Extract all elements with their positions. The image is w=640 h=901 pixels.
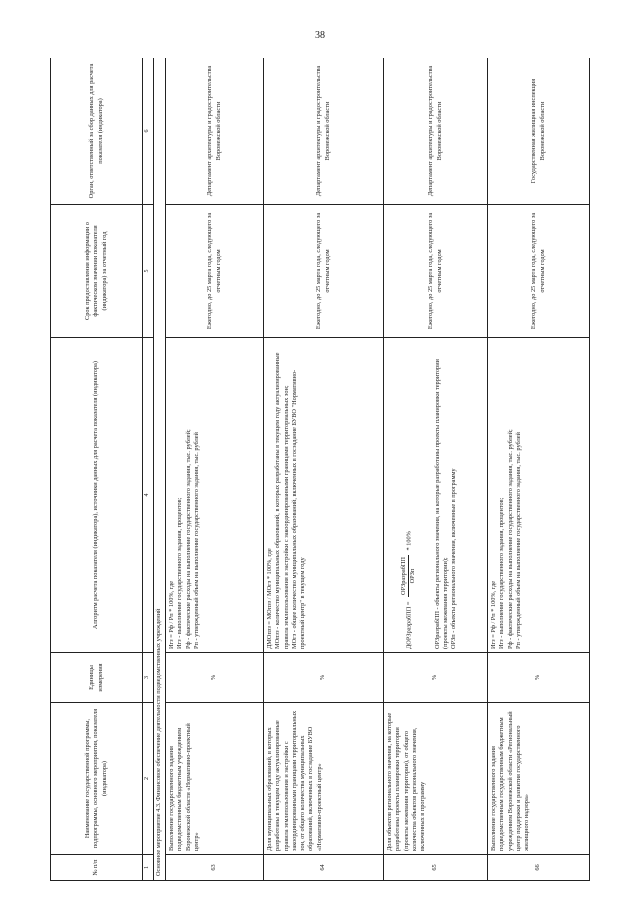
header-unit: Единицы измерения [51,653,143,703]
column-number: 3 [143,653,154,703]
algorithm-line: ДМОпзз = МОпзз / МОгз * 100%, где [266,548,273,649]
header-algorithm: Алгоритм расчета показателя (индикатора), источники данных для расчета показателя (индикатора) [51,338,143,653]
column-number: 5 [143,205,154,338]
row-number: 66 [488,855,590,881]
column-number-row [143,58,154,881]
column-number: 1 [143,855,154,881]
algorithm-cell [264,338,384,653]
table-container [50,58,590,881]
indicator-name: Доля объектов регионального значения, на которые разработаны проекты планировки территории (проекты межевания территории), от общего количества объектов регионального значения, включенных в программу [384,703,488,855]
header-name: Наименование государственной программы, подпрограммы, основного мероприятия, показателя (индикатора) [51,703,143,855]
algorithm-line: ОРЗразрабПП - объекты регионального значения, на которые разработаны проекты планировки территории (проекты межевания территории); [433,359,449,649]
algorithm-line: Игз - выполнение государственного задания, процентов; [176,497,184,649]
table-row [166,58,264,881]
row-number: 63 [166,855,264,881]
indicators-table [50,58,590,881]
term-cell: Ежегодно, до 25 марта года, следующего за отчетным годом [384,205,488,338]
table-row [264,58,384,881]
algorithm-line: Игз - выполнение государственного задания, процентов; [498,497,506,649]
org-cell: Департамент архитектуры и градостроительства Воронежской области [384,58,488,205]
algorithm-cell [488,338,590,653]
fraction-numerator: ОРЗразрабПП [400,555,409,597]
column-number: 4 [143,338,154,653]
org-cell: Департамент архитектуры и градостроительства Воронежской области [264,58,384,205]
algorithm-line: Игз = Рф / Рп * 100%, где [490,580,497,649]
table-row [384,58,488,881]
indicator-name: Выполнение государственного задания подведомственным государственным бюджетным учреждением Воронежской области «Региональный центр поддержки и развития государственного жилищного надзора» [488,703,590,855]
header-num: № п/п [51,855,143,881]
indicator-name: Выполнение государственного задания подведомственным бюджетным учреждением Воронежской области «Нормативно-проектный центр» [166,703,264,855]
header-row [51,58,143,881]
fraction [400,555,418,597]
fraction-denominator: ОРЗп [409,568,417,584]
algorithm-line: Рф - фактические расходы на выполнение государственного задания, тыс. рублей; [184,429,192,649]
section-row [154,58,166,881]
header-term: Срок предоставления информации о фактическом значении показателя (индикатора) за отчетный год [51,205,143,338]
algorithm-line: МОгз - общее количество муниципальных образований, включенных в госзадание БУВО "Нормативно-проектный центр" в текущем году [290,369,307,649]
section-title: Основное мероприятие 4.3. Финансовое обеспечение деятельности подведомственных учреждений [154,58,166,881]
column-number: 6 [143,58,154,205]
table-row [488,58,590,881]
org-cell: Государственная жилищная инспекция Воронежской области [488,58,590,205]
algorithm-line: ОРЗп - объекты регионального значения, включенные в программу [450,468,458,649]
algorithm-line: Игз = Рф / Рп * 100%, где [168,580,175,649]
row-number: 64 [264,855,384,881]
algorithm-line: Рп - утвержденный объем на выполнение государственного задания, тыс. рублей [514,432,522,649]
unit-cell: % [488,653,590,703]
term-cell: Ежегодно, до 25 марта года, следующего за отчетным годом [166,205,264,338]
unit-cell: % [264,653,384,703]
term-cell: Ежегодно, до 25 марта года, следующего за отчетным годом [488,205,590,338]
indicator-name: Доля муниципальных образований, в которых разработаны в текущем году актуализированные правила землепользования и застройки с закоординированными границами территориальных зон, от общего количества муниципальных образований, включенных в госзадание БУВО «Нормативно-проектный центр» [264,703,384,855]
column-number: 2 [143,703,154,855]
unit-cell: % [166,653,264,703]
org-cell: Департамент архитектуры и градостроительства Воронежской области [166,58,264,205]
page-number: 38 [315,30,325,41]
rotated-table-area [50,58,590,881]
algorithm-line: Рф - фактические расходы на выполнение государственного задания, тыс. рублей; [506,429,514,649]
formula-rhs: * 100% [405,531,413,551]
algorithm-line: МОпзз - количество муниципальных образований, в которых разработаны в текущем году актуализированные правила землепользования и застройки с закоординированными границами территориальных зон; [274,352,290,649]
term-cell: Ежегодно, до 25 марта года, следующего за отчетным годом [264,205,384,338]
header-org: Орган, ответственный за сбор данных для расчета показателя (индикатора) [51,58,143,205]
row-number: 65 [384,855,488,881]
formula-lhs: ДОРЗразрабПП = [405,601,413,649]
algorithm-cell [166,338,264,653]
algorithm-line: Рп - утвержденный объем на выполнение государственного задания, тыс. рублей [192,432,200,649]
algorithm-cell [384,338,488,653]
fraction-formula [386,341,434,649]
unit-cell: % [384,653,488,703]
